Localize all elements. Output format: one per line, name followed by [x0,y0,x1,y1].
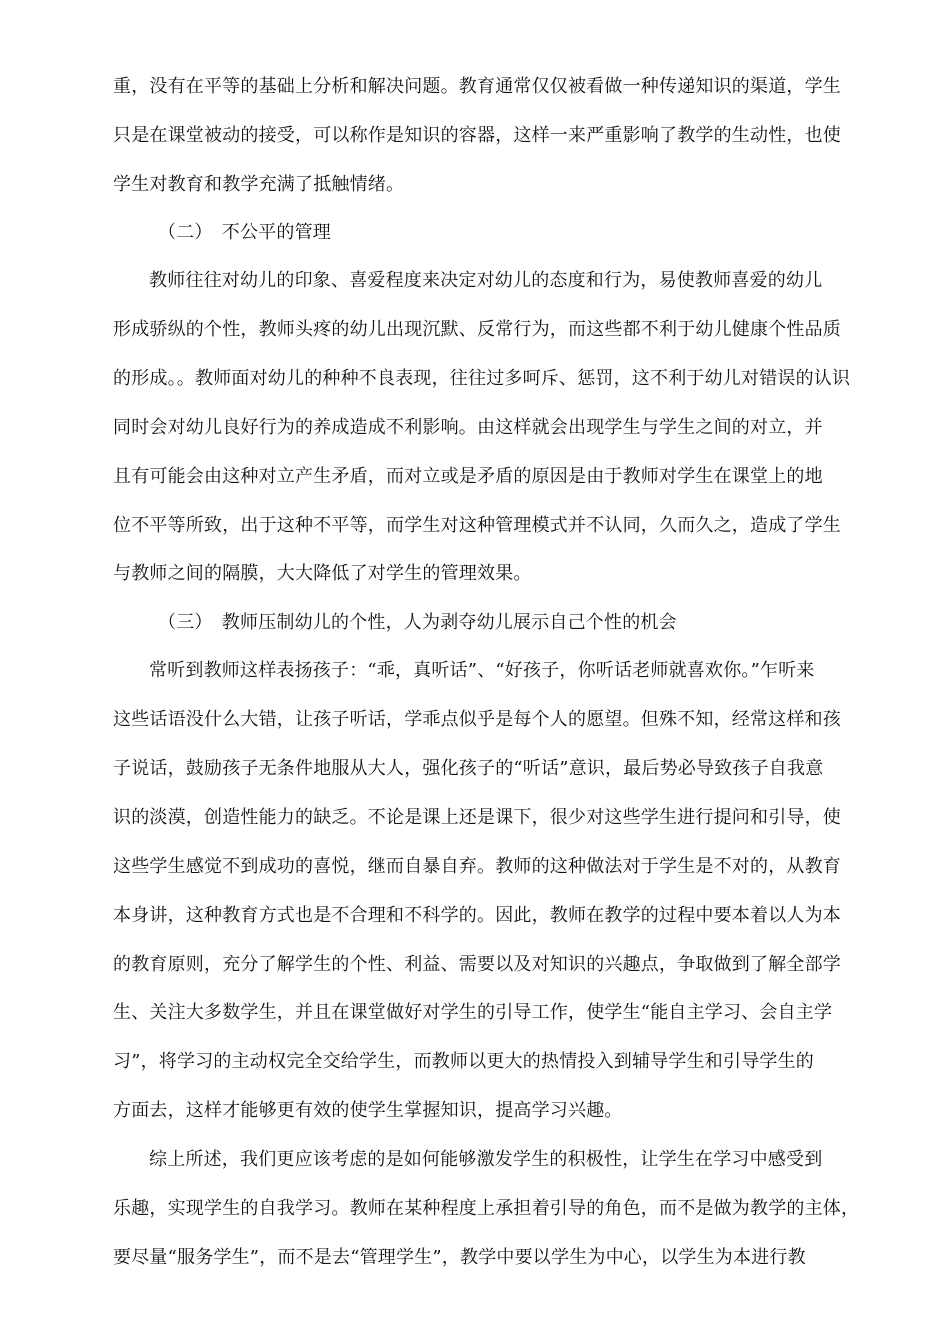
paragraph-line: 同时会对幼儿良好行为的养成造成不利影响。由这样就会出现学生与学生之间的对立，并 [113,417,823,438]
paragraph-line: 且有可能会由这种对立产生矛盾，而对立或是矛盾的原因是由于教师对学生在课堂上的地 [113,466,823,487]
paragraph-line: 要尽量“服务学生”，而不是去“管理学生”，教学中要以学生为中心，以学生为本进行教 [113,1247,806,1268]
section-heading: （三） 教师压制幼儿的个性，人为剥夺幼儿展示自己个性的机会 [158,612,677,633]
paragraph-line: 常听到教师这样表扬孩子：“乖，真听话”、“好孩子，你听话老师就喜欢你。”乍听来 [149,660,815,681]
paragraph-line: 生、关注大多数学生，并且在课堂做好对学生的引导工作，使学生“能自主学习、会自主学 [113,1002,833,1023]
paragraph-line: 本身讲，这种教育方式也是不合理和不科学的。因此，教师在教学的过程中要本着以人为本 [113,905,841,926]
paragraph-line: 综上所述，我们更应该考虑的是如何能够激发学生的积极性，让学生在学习中感受到 [149,1149,823,1170]
paragraph-line: 重，没有在平等的基础上分析和解决问题。教育通常仅仅被看做一种传递知识的渠道，学生 [113,76,841,97]
paragraph-line: 习”，将学习的主动权完全交给学生，而教师以更大的热情投入到辅导学生和引导学生的 [113,1051,814,1072]
paragraph-line: 乐趣，实现学生的自我学习。教师在某种程度上承担着引导的角色，而不是做为教学的主体， [113,1198,860,1219]
paragraph-line: 子说话，鼓励孩子无条件地服从大人，强化孩子的“听话”意识，最后势必导致孩子自我意 [113,758,824,779]
paragraph-line: 位不平等所致，出于这种不平等，而学生对这种管理模式并不认同，久而久之，造成了学生 [113,515,841,536]
paragraph-line: 这些学生感觉不到成功的喜悦，继而自暴自弃。教师的这种做法对于学生是不对的，从教育 [113,856,841,877]
paragraph-line: 学生对教育和教学充满了抵触情绪。 [113,174,405,195]
paragraph-line: 只是在课堂被动的接受，可以称作是知识的容器，这样一来严重影响了教学的生动性，也使 [113,125,841,146]
paragraph-line: 方面去，这样才能够更有效的使学生掌握知识，提高学习兴趣。 [113,1100,623,1121]
paragraph-line: 与教师之间的隔膜，大大降低了对学生的管理效果。 [113,563,532,584]
section-heading: （二） 不公平的管理 [158,222,331,243]
paragraph-line: 教师往往对幼儿的印象、喜爱程度来决定对幼儿的态度和行为，易使教师喜爱的幼儿 [149,270,823,291]
paragraph-line: 的教育原则，充分了解学生的个性、利益、需要以及对知识的兴趣点，争取做到了解全部学 [113,954,841,975]
paragraph-line: 的形成。。教师面对幼儿的种种不良表现，往往过多呵斥、惩罚，这不利于幼儿对错误的认识 [113,368,851,389]
paragraph-line: 这些话语没什么大错，让孩子听话，学乖点似乎是每个人的愿望。但殊不知，经常这样和孩 [113,709,841,730]
paragraph-line: 识的淡漠，创造性能力的缺乏。不论是课上还是课下，很少对这些学生进行提问和引导，使 [113,807,841,828]
paragraph-line: 形成骄纵的个性，教师头疼的幼儿出现沉默、反常行为，而这些都不利于幼儿健康个性品质 [113,319,841,340]
